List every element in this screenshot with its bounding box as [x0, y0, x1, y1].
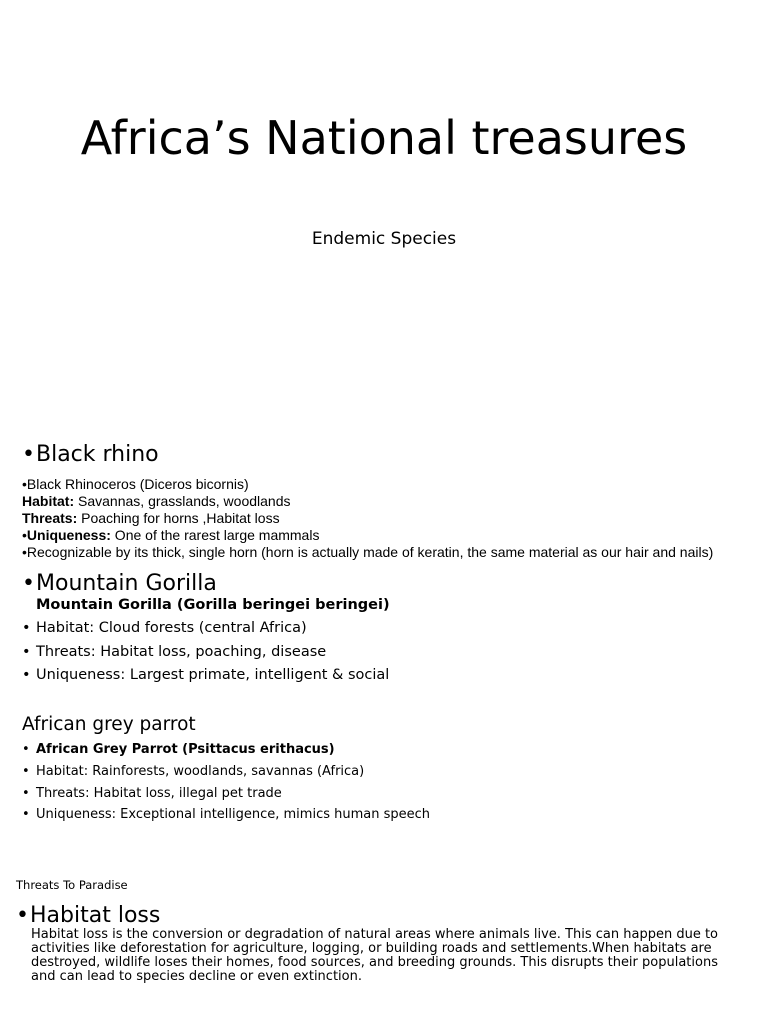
list-item-text: Threats: Habitat loss, illegal pet trade — [36, 785, 282, 801]
rhino-uniqueness-label: Uniqueness: — [26, 527, 111, 543]
rhino-details — [22, 476, 762, 561]
rhino-horn-line — [22, 544, 762, 561]
list-item — [22, 666, 742, 690]
rhino-horn-text: Recognizable by its thick, single horn (horn is actually made of keratin, the same material as our hair and nails) — [26, 544, 714, 560]
gorilla-heading-text: Mountain Gorilla — [36, 571, 217, 596]
list-item-text: Uniqueness: Largest primate, intelligent & social — [36, 667, 390, 683]
bullet: • — [22, 620, 31, 636]
bullet: • — [16, 903, 29, 928]
habitat-loss-heading-text: Habitat loss — [30, 903, 161, 928]
habitat-loss-description: Habitat loss is the conversion or degradation of natural areas where animals live. This can happen due to activities like deforestation for agriculture, logging, or building roads and settlements.When habitats are destroyed, wildlife loses their homes, food sources, and breeding grounds. This disrupts their populations and can lead to species decline or even extinction. — [31, 927, 719, 984]
list-item-text: Habitat: Cloud forests (central Africa) — [36, 620, 307, 636]
habitat-loss-heading — [16, 903, 160, 929]
parrot-list — [22, 742, 742, 829]
list-item — [22, 807, 742, 829]
gorilla-subheading: Mountain Gorilla (Gorilla beringei beringei) — [36, 597, 390, 613]
list-item-text: Uniqueness: Exceptional intelligence, mimics human speech — [36, 807, 431, 823]
list-item — [22, 742, 742, 764]
list-item-text: Threats: Habitat loss, poaching, disease — [36, 643, 327, 660]
bullet: • — [22, 785, 30, 801]
bullet: • — [22, 643, 31, 660]
rhino-threats-label: Threats: — [22, 510, 78, 526]
rhino-species-text: Black Rhinoceros (Diceros bicornis) — [26, 476, 249, 492]
rhino-heading-text: Black rhino — [36, 442, 159, 467]
bullet: • — [22, 742, 30, 757]
list-item — [22, 764, 742, 786]
list-item — [22, 643, 742, 667]
rhino-uniqueness-line — [22, 527, 762, 544]
parrot-heading: African grey parrot — [22, 714, 196, 735]
rhino-uniqueness-value: One of the rarest large mammals — [110, 527, 320, 543]
rhino-species-line — [22, 476, 762, 493]
rhino-habitat-value: Savannas, grasslands, woodlands — [74, 493, 291, 509]
bullet: • — [22, 667, 31, 683]
bullet: • — [22, 527, 27, 543]
bullet: • — [22, 763, 30, 779]
bullet: • — [22, 442, 35, 467]
list-item — [22, 619, 742, 643]
bullet: • — [22, 807, 30, 823]
rhino-habitat-label: Habitat: — [22, 493, 75, 509]
list-item-text: Habitat: Rainforests, woodlands, savannas (Africa) — [36, 763, 365, 779]
bullet: • — [22, 544, 27, 560]
bullet: • — [22, 571, 35, 596]
rhino-heading — [22, 442, 159, 468]
gorilla-heading — [22, 571, 217, 597]
rhino-threats-line — [22, 510, 762, 527]
page-title: Africa’s National treasures — [80, 111, 688, 165]
rhino-threats-value: Poaching for horns ,Habitat loss — [77, 510, 280, 526]
list-item-text: African Grey Parrot (Psittacus erithacus) — [36, 742, 335, 757]
page-subtitle: Endemic Species — [311, 229, 457, 249]
list-item — [22, 786, 742, 808]
rhino-habitat-line — [22, 493, 762, 510]
threats-label: Threats To Paradise — [16, 878, 128, 892]
gorilla-list — [22, 619, 742, 690]
bullet: • — [22, 476, 27, 492]
